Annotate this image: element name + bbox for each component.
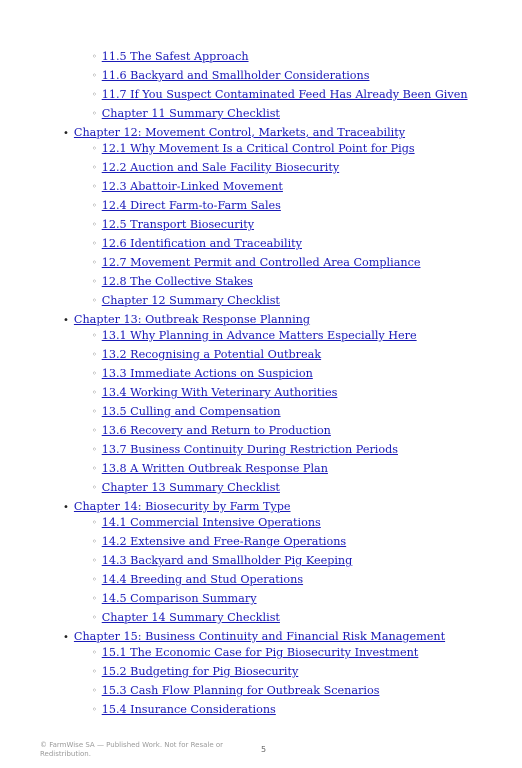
toc-link[interactable]: 12.3 Abattoir-Linked Movement bbox=[101, 180, 283, 193]
hollow-bullet-icon: ◦ bbox=[92, 90, 97, 99]
toc-section-entry bbox=[92, 329, 417, 344]
toc-section-entry bbox=[92, 275, 253, 290]
filled-bullet-icon: • bbox=[63, 315, 69, 326]
toc-link[interactable]: Chapter 15: Business Continuity and Financial Risk Management bbox=[73, 630, 446, 643]
toc-link[interactable]: 15.1 The Economic Case for Pig Biosecurity Investment bbox=[101, 646, 419, 659]
toc-link[interactable]: 12.8 The Collective Stakes bbox=[101, 275, 253, 288]
toc-section-entry bbox=[92, 107, 280, 122]
hollow-bullet-icon: ◦ bbox=[92, 686, 97, 695]
toc-section-entry bbox=[92, 256, 420, 271]
toc-link[interactable]: 13.1 Why Planning in Advance Matters Especially Here bbox=[101, 329, 417, 342]
hollow-bullet-icon: ◦ bbox=[92, 518, 97, 527]
toc-section-entry bbox=[92, 573, 303, 588]
filled-bullet-icon: • bbox=[63, 632, 69, 643]
toc-section-entry bbox=[92, 218, 254, 233]
hollow-bullet-icon: ◦ bbox=[92, 296, 97, 305]
toc-link[interactable]: 14.3 Backyard and Smallholder Pig Keeping bbox=[101, 554, 353, 567]
footer-copyright: © FarmWise SA — Published Work. Not for Resale or Redistribution. bbox=[40, 741, 224, 758]
hollow-bullet-icon: ◦ bbox=[92, 201, 97, 210]
hollow-bullet-icon: ◦ bbox=[92, 483, 97, 492]
hollow-bullet-icon: ◦ bbox=[92, 575, 97, 584]
hollow-bullet-icon: ◦ bbox=[92, 182, 97, 191]
toc-section-entry bbox=[92, 348, 321, 363]
toc-link[interactable]: 15.2 Budgeting for Pig Biosecurity bbox=[101, 665, 299, 678]
toc-section-entry bbox=[92, 611, 280, 626]
toc-link[interactable]: 12.7 Movement Permit and Controlled Area Compliance bbox=[101, 256, 421, 269]
toc-link[interactable]: Chapter 13 Summary Checklist bbox=[101, 481, 280, 494]
toc-section-entry bbox=[92, 535, 346, 550]
toc-chapter-entry bbox=[63, 500, 291, 515]
toc-link[interactable]: Chapter 13: Outbreak Response Planning bbox=[73, 313, 311, 326]
toc-section-entry bbox=[92, 703, 276, 718]
toc-link[interactable]: Chapter 11 Summary Checklist bbox=[101, 107, 280, 120]
hollow-bullet-icon: ◦ bbox=[92, 705, 97, 714]
hollow-bullet-icon: ◦ bbox=[92, 163, 97, 172]
toc-section-entry bbox=[92, 481, 280, 496]
toc-link[interactable]: 13.4 Working With Veterinary Authorities bbox=[101, 386, 338, 399]
toc-link[interactable]: 12.5 Transport Biosecurity bbox=[101, 218, 255, 231]
toc-link[interactable]: 13.5 Culling and Compensation bbox=[101, 405, 281, 418]
toc-link[interactable]: 12.6 Identification and Traceability bbox=[101, 237, 302, 250]
hollow-bullet-icon: ◦ bbox=[92, 594, 97, 603]
toc-link[interactable]: 13.3 Immediate Actions on Suspicion bbox=[101, 367, 313, 380]
toc-link[interactable]: Chapter 12 Summary Checklist bbox=[101, 294, 280, 307]
toc-link[interactable]: 15.3 Cash Flow Planning for Outbreak Scenarios bbox=[101, 684, 380, 697]
toc-section-entry bbox=[92, 684, 379, 699]
toc-chapter-entry bbox=[63, 126, 405, 141]
toc-section-entry bbox=[92, 199, 281, 214]
hollow-bullet-icon: ◦ bbox=[92, 667, 97, 676]
toc-link[interactable]: 14.1 Commercial Intensive Operations bbox=[101, 516, 321, 529]
toc-section-entry bbox=[92, 367, 313, 382]
hollow-bullet-icon: ◦ bbox=[92, 109, 97, 118]
toc-section-entry bbox=[92, 646, 418, 661]
hollow-bullet-icon: ◦ bbox=[92, 350, 97, 359]
hollow-bullet-icon: ◦ bbox=[92, 613, 97, 622]
toc-section-entry bbox=[92, 69, 369, 84]
toc-section-entry bbox=[92, 516, 321, 531]
toc-section-entry bbox=[92, 50, 249, 65]
toc-link[interactable]: 11.7 If You Suspect Contaminated Feed Has Already Been Given bbox=[101, 88, 468, 101]
toc-link[interactable]: 14.5 Comparison Summary bbox=[101, 592, 257, 605]
hollow-bullet-icon: ◦ bbox=[92, 537, 97, 546]
toc-link[interactable]: 12.2 Auction and Sale Facility Biosecurity bbox=[101, 161, 340, 174]
toc-link[interactable]: 14.2 Extensive and Free-Range Operations bbox=[101, 535, 347, 548]
hollow-bullet-icon: ◦ bbox=[92, 369, 97, 378]
toc-section-entry bbox=[92, 443, 398, 458]
page-number: 5 bbox=[261, 745, 267, 754]
toc-section-entry bbox=[92, 554, 352, 569]
toc-link[interactable]: 13.7 Business Continuity During Restriction Periods bbox=[101, 443, 399, 456]
toc-section-entry bbox=[92, 294, 280, 309]
hollow-bullet-icon: ◦ bbox=[92, 388, 97, 397]
toc-section-entry bbox=[92, 424, 331, 439]
toc-link[interactable]: 13.8 A Written Outbreak Response Plan bbox=[101, 462, 328, 475]
hollow-bullet-icon: ◦ bbox=[92, 331, 97, 340]
toc-link[interactable]: 11.5 The Safest Approach bbox=[101, 50, 249, 63]
toc-section-entry bbox=[92, 665, 298, 680]
toc-link[interactable]: 12.1 Why Movement Is a Critical Control Point for Pigs bbox=[101, 142, 415, 155]
hollow-bullet-icon: ◦ bbox=[92, 648, 97, 657]
toc-link[interactable]: Chapter 12: Movement Control, Markets, and Traceability bbox=[73, 126, 406, 139]
hollow-bullet-icon: ◦ bbox=[92, 277, 97, 286]
toc-section-entry bbox=[92, 592, 257, 607]
toc-link[interactable]: Chapter 14: Biosecurity by Farm Type bbox=[73, 500, 291, 513]
toc-section-entry bbox=[92, 237, 302, 252]
hollow-bullet-icon: ◦ bbox=[92, 144, 97, 153]
hollow-bullet-icon: ◦ bbox=[92, 426, 97, 435]
toc-chapter-entry bbox=[63, 630, 445, 645]
hollow-bullet-icon: ◦ bbox=[92, 52, 97, 61]
toc-link[interactable]: 11.6 Backyard and Smallholder Considerations bbox=[101, 69, 370, 82]
hollow-bullet-icon: ◦ bbox=[92, 464, 97, 473]
toc-link[interactable]: 15.4 Insurance Considerations bbox=[101, 703, 276, 716]
hollow-bullet-icon: ◦ bbox=[92, 556, 97, 565]
toc-section-entry bbox=[92, 142, 415, 157]
toc-section-entry bbox=[92, 88, 468, 103]
hollow-bullet-icon: ◦ bbox=[92, 239, 97, 248]
toc-section-entry bbox=[92, 405, 281, 420]
toc-link[interactable]: 14.4 Breeding and Stud Operations bbox=[101, 573, 304, 586]
toc-chapter-entry bbox=[63, 313, 310, 328]
toc-section-entry bbox=[92, 180, 283, 195]
filled-bullet-icon: • bbox=[63, 128, 69, 139]
toc-section-entry bbox=[92, 161, 339, 176]
hollow-bullet-icon: ◦ bbox=[92, 445, 97, 454]
toc-section-entry bbox=[92, 462, 328, 477]
hollow-bullet-icon: ◦ bbox=[92, 71, 97, 80]
hollow-bullet-icon: ◦ bbox=[92, 220, 97, 229]
toc-link[interactable]: 13.6 Recovery and Return to Production bbox=[101, 424, 331, 437]
toc-section-entry bbox=[92, 386, 337, 401]
toc-link[interactable]: Chapter 14 Summary Checklist bbox=[101, 611, 280, 624]
hollow-bullet-icon: ◦ bbox=[92, 407, 97, 416]
toc-link[interactable]: 13.2 Recognising a Potential Outbreak bbox=[101, 348, 322, 361]
filled-bullet-icon: • bbox=[63, 502, 69, 513]
hollow-bullet-icon: ◦ bbox=[92, 258, 97, 267]
toc-link[interactable]: 12.4 Direct Farm-to-Farm Sales bbox=[101, 199, 281, 212]
